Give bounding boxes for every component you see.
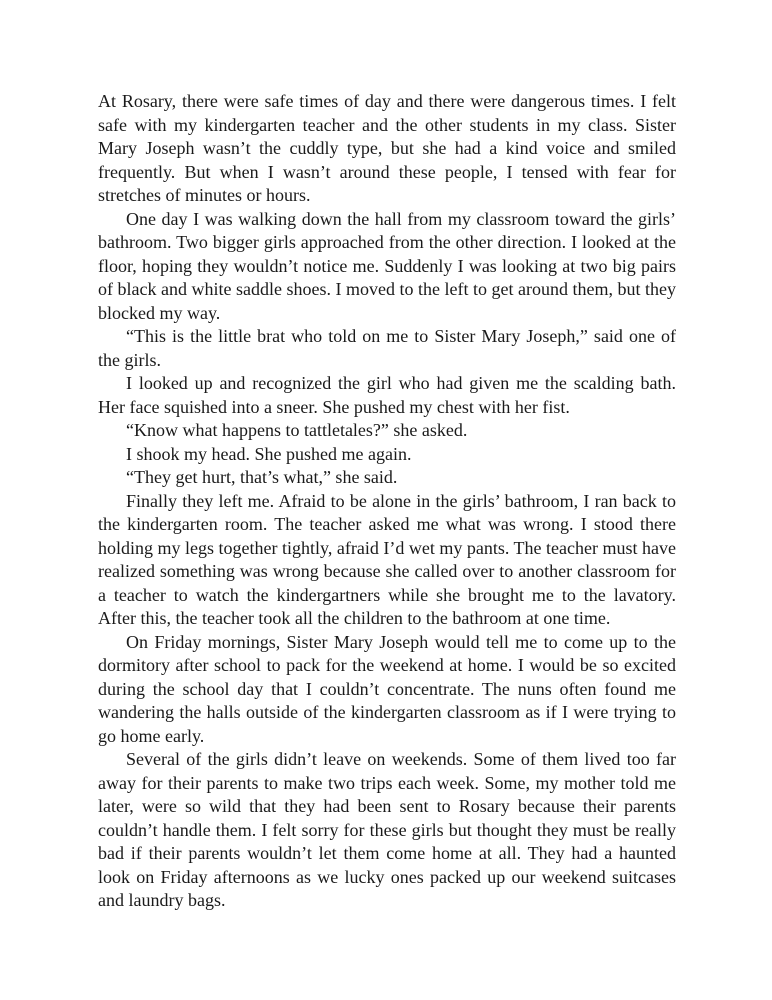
paragraph: One day I was walking down the hall from my classroom toward the girls’ bathroom. Two bigger girls approached from the other direction. I looked at the floor, hoping they wouldn’t notice me. Suddenly I was looking at two big pairs of black and white saddle shoes. I moved to the left to get around them, but they blocked my way. — [98, 208, 676, 323]
paragraph: Finally they left me. Afraid to be alone in the girls’ bathroom, I ran back to the kindergarten room. The teacher asked me what was wrong. I stood there holding my legs together tightly, afraid I’d wet my pants. The teacher must have realized something was wrong because she called over to another classroom for a teacher to watch the kindergartners while she brought me to the lavatory. After this, the teacher took all the children to the bathroom at one time. — [98, 490, 676, 628]
paragraph: Several of the girls didn’t leave on weekends. Some of them lived too far away for their parents to make two trips each week. Some, my mother told me later, were so wild that they had been sent to Rosary because their parents couldn’t handle them. I felt sorry for these girls but thought they must be really bad if their parents wouldn’t let them come home at all. They had a haunted look on Friday afternoons as we lucky ones packed up our weekend suitcases and laundry bags. — [98, 749, 676, 910]
page-body — [98, 90, 676, 913]
paragraph: “Know what happens to tattletales?” she asked. — [126, 420, 468, 440]
paragraph: “They get hurt, that’s what,” she said. — [126, 467, 398, 487]
paragraph: At Rosary, there were safe times of day and there were dangerous times. I felt safe with my kindergarten teacher and the other students in my class. Sister Mary Joseph wasn’t the cuddly type, but she had a kind voice and smiled frequently. But when I wasn’t around these people, I tensed with fear for stretches of minutes or hours. — [98, 91, 676, 205]
paragraph: On Friday mornings, Sister Mary Joseph would tell me to come up to the dormitory after school to pack for the weekend at home. I would be so excited during the school day that I couldn’t concentrate. The nuns often found me wandering the halls outside of the kindergarten classroom as if I were trying to go home early. — [98, 631, 676, 746]
paragraph: “This is the little brat who told on me to Sister Mary Joseph,” said one of the girls. — [98, 326, 676, 370]
paragraph: I looked up and recognized the girl who had given me the scalding bath. Her face squished into a sneer. She pushed my chest with her fist. — [98, 373, 676, 417]
paragraph: I shook my head. She pushed me again. — [126, 443, 412, 464]
